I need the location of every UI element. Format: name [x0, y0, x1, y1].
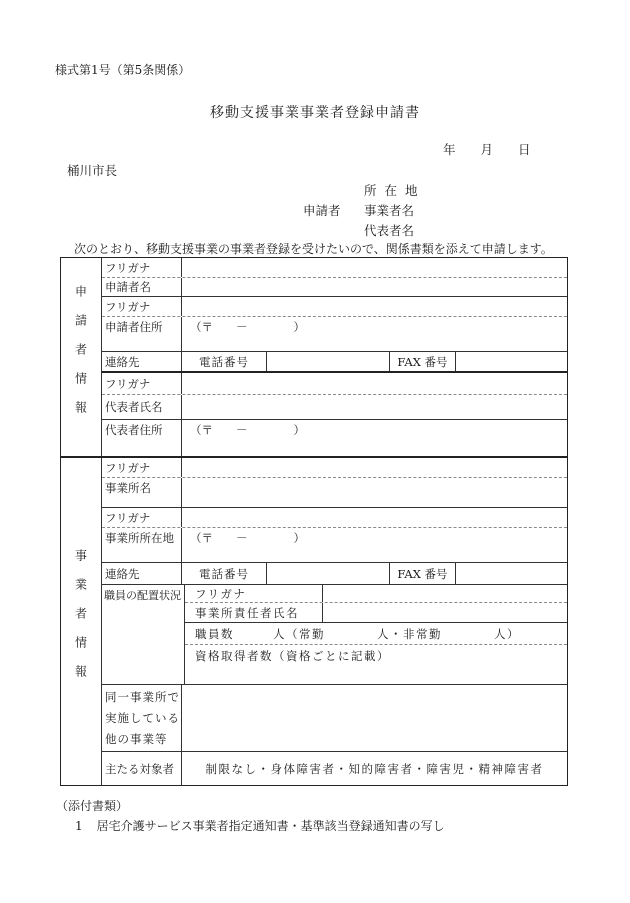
business-name-label: 事業者名 [364, 203, 415, 218]
office-fax-field [456, 563, 567, 584]
fax-number-label: FAX 番号 [390, 563, 456, 584]
registration-table [60, 257, 568, 786]
phone-number-label: 電話番号 [182, 352, 267, 371]
furigana-label: フリガナ [102, 297, 182, 316]
intro-sentence: 次のとおり、移動支援事業の事業者登録を受けたいので、関係書類を添えて申請します。 [74, 242, 553, 256]
representative-name-label: 代表者名 [364, 223, 415, 238]
main-target-options: 制限なし・身体障害者・知的障害者・障害児・精神障害者 [205, 761, 544, 776]
office-contact-row [102, 563, 567, 585]
main-target-label: 主たる対象者 [102, 752, 182, 785]
applicant-section-vertical-label [61, 258, 102, 456]
furigana-label: フリガナ [102, 508, 182, 527]
contact-label: 連絡先 [102, 563, 182, 584]
manager-furigana-row [185, 585, 567, 603]
business-section-vertical-label-text: 事業者情報 [73, 549, 88, 694]
main-target-row [102, 752, 567, 785]
date-line: 年 月 日 [443, 142, 531, 157]
contact-label: 連絡先 [102, 352, 182, 371]
applicant-label: 申請者 [303, 203, 341, 218]
business-info-section [61, 458, 567, 785]
applicant-name-label: 申請者名 [102, 278, 182, 296]
office-name-row [102, 478, 567, 508]
office-furigana-field [182, 458, 567, 477]
phone-number-label: 電話番号 [182, 563, 267, 584]
office-address-field: （〒 － ） [190, 531, 305, 545]
applicant-section-vertical-label-text: 申請者情報 [73, 284, 88, 430]
office-name-field [182, 478, 567, 507]
representative-name-row [102, 395, 567, 420]
applicant-name-field [182, 278, 567, 296]
form-number: 様式第1号（第5条関係） [55, 63, 191, 77]
manager-furigana-field [323, 585, 567, 602]
applicant-address-row [102, 317, 567, 352]
manager-name-field [323, 603, 567, 622]
applicant-furigana-row [102, 258, 567, 278]
qualification-row [185, 645, 567, 684]
applicant-info-section [61, 258, 567, 458]
manager-name-label: 事業所責任者氏名 [185, 603, 323, 622]
manager-name-row [185, 603, 567, 623]
applicant-contact-row [102, 352, 567, 373]
attachment-item [75, 817, 445, 834]
other-business-label: 同一事業所で実施している他の事業等 [102, 685, 182, 751]
page-title: 移動支援事業事業者登録申請書 [210, 105, 420, 121]
applicant-address-furigana-row [102, 297, 567, 317]
office-address-furigana-row [102, 508, 567, 528]
applicant-address-field: （〒 － ） [190, 320, 305, 334]
addressee-label: 桶川市長 [67, 163, 118, 178]
office-address-row [102, 528, 567, 563]
applicant-name-row [102, 278, 567, 297]
representative-address-label: 代表者住所 [102, 420, 182, 456]
other-business-row [102, 685, 567, 752]
other-business-field [182, 685, 567, 751]
applicant-address-label: 申請者住所 [102, 317, 182, 351]
furigana-label: フリガナ [102, 373, 182, 394]
staffing-label: 職員の配置状況 [102, 585, 185, 684]
office-furigana-row [102, 458, 567, 478]
applicant-fax-field [456, 352, 567, 371]
representative-address-field: （〒 － ） [190, 423, 305, 437]
location-label: 所 在 地 [364, 183, 420, 198]
attachment-item-text: 居宅介護サービス事業者指定通知書・基準該当登録通知書の写し [96, 819, 445, 833]
furigana-label: フリガナ [102, 458, 182, 477]
staff-count-line: 職員数 人（常勤 人・非常勤 人） [195, 626, 520, 641]
staff-count-row [185, 623, 567, 645]
applicant-furigana-field [182, 258, 567, 277]
furigana-label: フリガナ [185, 585, 323, 602]
business-section-vertical-label [61, 458, 102, 785]
representative-address-row [102, 420, 567, 456]
applicant-phone-field [267, 352, 390, 371]
office-address-furigana-field [182, 508, 567, 527]
representative-name-field [182, 395, 567, 419]
attachment-item-number: 1 [75, 819, 83, 833]
fax-number-label: FAX 番号 [390, 352, 456, 371]
attachments-heading: （添付書類） [56, 799, 129, 813]
qualification-line: 資格取得者数（資格ごとに記載） [195, 649, 390, 663]
representative-furigana-row [102, 373, 567, 395]
representative-name-label: 代表者氏名 [102, 395, 182, 419]
staffing-block [102, 585, 567, 685]
office-address-label: 事業所所在地 [102, 528, 182, 562]
representative-furigana-field [182, 373, 567, 394]
office-phone-field [267, 563, 390, 584]
furigana-label: フリガナ [102, 258, 182, 277]
office-name-label: 事業所名 [102, 478, 182, 507]
applicant-address-furigana-field [182, 297, 567, 316]
